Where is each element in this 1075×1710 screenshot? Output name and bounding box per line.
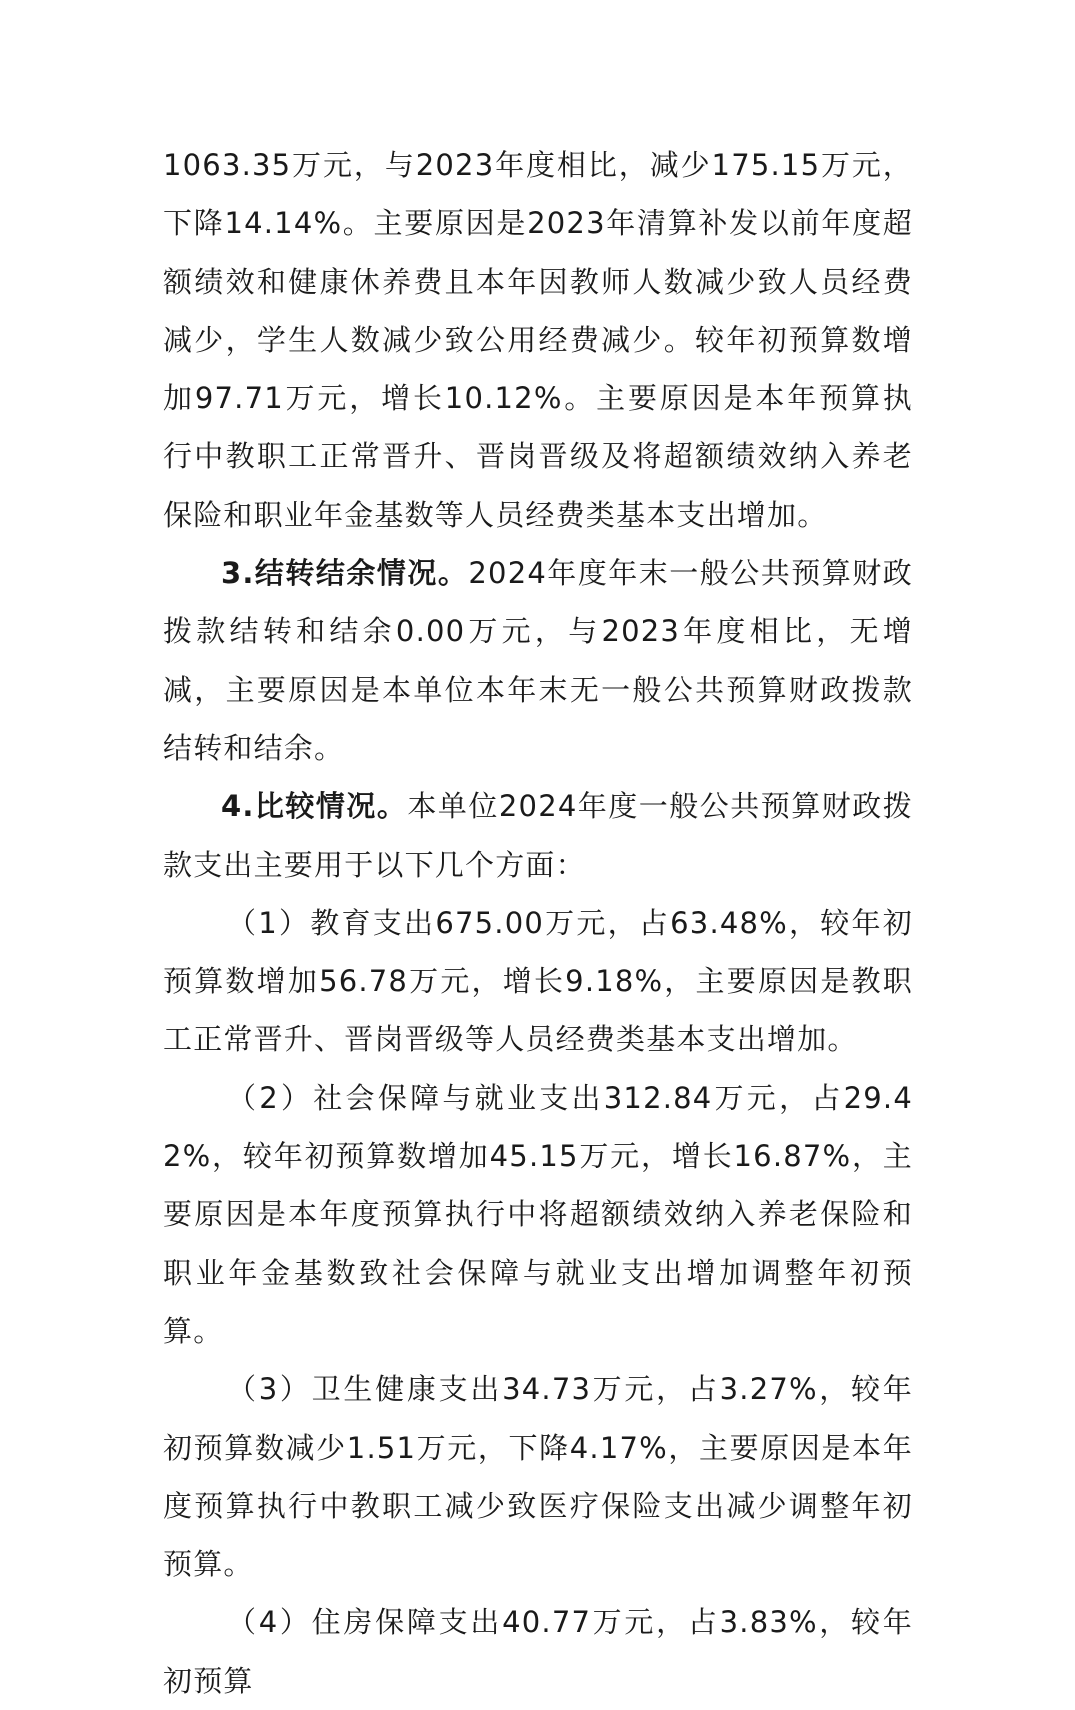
list-item-education bbox=[163, 894, 913, 1069]
paragraph-text: （3）卫生健康支出34.73万元，占3.27%，较年初预算数减少1.51万元，下降4.17%，主要原因是本年度预算执行中教职工减少致医疗保险支出减少调整年初预算。 bbox=[163, 1372, 913, 1582]
section-heading-comparison: 4.比较情况。 bbox=[221, 789, 408, 824]
paragraph-text: 本单位2024年度一般公共预算财政拨款支出主要用于以下几个方面： bbox=[163, 789, 913, 882]
paragraph-text: （2）社会保障与就业支出312.84万元，占29.42%，较年初预算数增加45.15万元，增长16.87%，主要原因是本年度预算执行中将超额绩效纳入养老保险和职业年金基数致社会保障与就业支出增加调整年初预算。 bbox=[163, 1080, 913, 1348]
paragraph-text: （1）教育支出675.00万元，占63.48%，较年初预算数增加56.78万元，增长9.18%，主要原因是教职工正常晋升、晋岗晋级等人员经费类基本支出增加。 bbox=[163, 905, 913, 1057]
list-item-housing bbox=[163, 1593, 913, 1710]
document-page bbox=[163, 136, 913, 1710]
paragraph-carryover bbox=[163, 544, 913, 777]
paragraph-expenditure-continuation bbox=[163, 136, 913, 544]
paragraph-text: 1063.35万元，与2023年度相比，减少175.15万元，下降14.14%。主要原因是2023年清算补发以前年度超额绩效和健康休养费且本年因教师人数减少致人员经费减少，学生人数减少致公用经费减少。较年初预算数增加97.71万元，增长10.12%。主要原因是本年预算执行中教职工正常晋升、晋岗晋级及将超额绩效纳入养老保险和职业年金基数等人员经费类基本支出增加。 bbox=[163, 148, 913, 532]
list-item-health bbox=[163, 1360, 913, 1593]
section-heading-carryover: 3.结转结余情况。 bbox=[221, 556, 469, 591]
paragraph-text: 2024年度年末一般公共预算财政拨款结转和结余0.00万元，与2023年度相比，无增减，主要原因是本单位本年末无一般公共预算财政拨款结转和结余。 bbox=[163, 556, 913, 765]
list-item-social-security bbox=[163, 1069, 913, 1360]
paragraph-comparison bbox=[163, 777, 913, 894]
paragraph-text: （4）住房保障支出40.77万元，占3.83%，较年初预算 bbox=[163, 1605, 913, 1698]
